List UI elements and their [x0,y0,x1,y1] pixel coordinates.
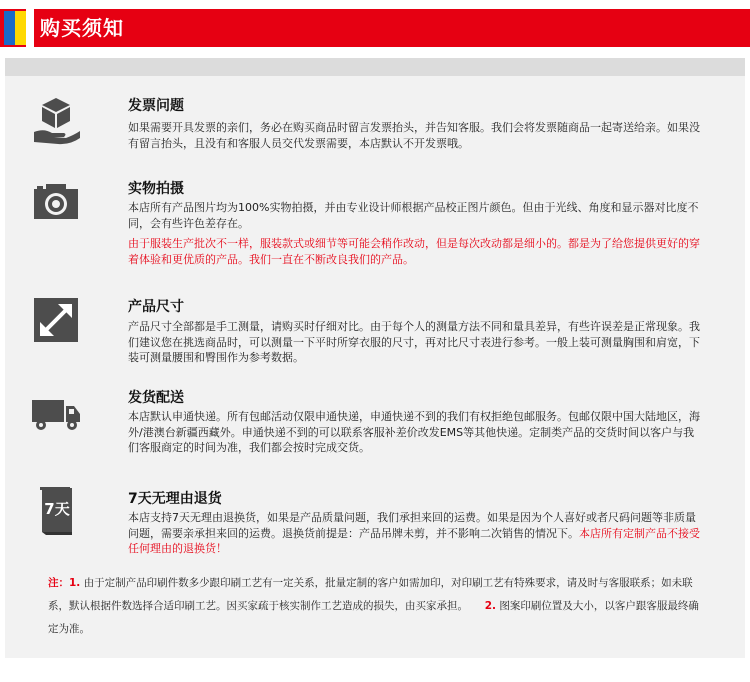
section-red-note: 本店所有定制产品不接受任何理由的退换货！ [128,526,700,555]
note-text: 图案印刷位置及大小，以客户跟客服最终确定为准。 [48,600,699,635]
calendar-icon-label: 7天 [44,500,70,518]
section-title: 产品尺寸 [128,299,184,315]
section-text: 本店所有产品图片均为100%实物拍摄，并由专业设计师根据产品校正图片颜色。但由于光线、角度和显示器对比度不同，会有些许色差存在。 [128,201,699,230]
panel-top-band [5,58,745,76]
header-yellow-block [15,11,26,45]
header-separator [26,9,34,47]
section-text: 如果需要开具发票的亲们，务必在购买商品时留言发票抬头，并告知客服。我们会将发票随商品一起寄送给亲。如果没有留言抬头，且没有和客服人员交代发票需要，本店默认不开发票哦。 [128,121,700,150]
section-red-note: 由于服装生产批次不一样，服装款式或细节等可能会稍作改动，但是每次改动都是细小的。都是为了给您提供更好的穿着体验和更优质的产品。我们一直在不断改良我们的产品。 [128,237,700,266]
section-text: 本店默认申通快递。所有包邮活动仅限申通快递，申通快递不到的我们有权拒绝包邮服务。包邮仅限中国大陆地区，海外/港澳台新疆西藏外。申通快递不到的可以联系客服补差价改发EMS等其他快递。定制类产品的交货时间以客户与我们客服商定的时间为准，我们都会按时完成交货。 [128,410,700,454]
section-title: 发票问题 [128,98,184,114]
section-text-body: 本店支持7天无理由退换货，如果是产品质量问题，我们承担来回的运费。如果是因为个人喜好或者尺码问题等非质量问题，需要亲承担来回的运费。退换货前提是：产品吊牌未剪，并不影响二次销售的情况下。 [128,511,696,540]
section-text: 产品尺寸全部都是手工测量，请购买时仔细对比。由于每个人的测量方法不同和量具差异，有些许误差是正常现象。我们建议您在挑选商品时，可以测量一下平时所穿衣服的尺寸，再对比尺寸表进行参考。一般上装可测量胸围和肩宽，下装可测量腰围和臀围作为参考数据。 [128,320,700,364]
header-blue-block [4,11,15,45]
section-title: 实物拍摄 [128,181,184,197]
camera-icon [30,177,82,229]
box-in-hand-icon [30,94,82,146]
section-title: 发货配送 [128,390,184,406]
note-text: 由于定制产品印刷件数多少跟印刷工艺有一定关系，批量定制的客户如需加印，对印刷工艺有特殊要求，请及时与客服联系；如未联系，默认根据件数选择合适印刷工艺。因买家疏于核实制作工艺造成的损失，由买家承担。 [48,577,693,612]
note-number: 2. [484,600,496,612]
page-title: 购买须知 [40,16,124,40]
section-title: 7天无理由退货 [128,491,222,507]
delivery-truck-icon [30,386,82,438]
header [0,0,750,50]
resize-arrow-icon [30,294,82,346]
notes [48,572,708,641]
calendar-7-days-icon [30,485,82,537]
section-text [128,510,700,557]
note-number: 1. [69,577,81,589]
notes-label: 注： [48,577,69,589]
